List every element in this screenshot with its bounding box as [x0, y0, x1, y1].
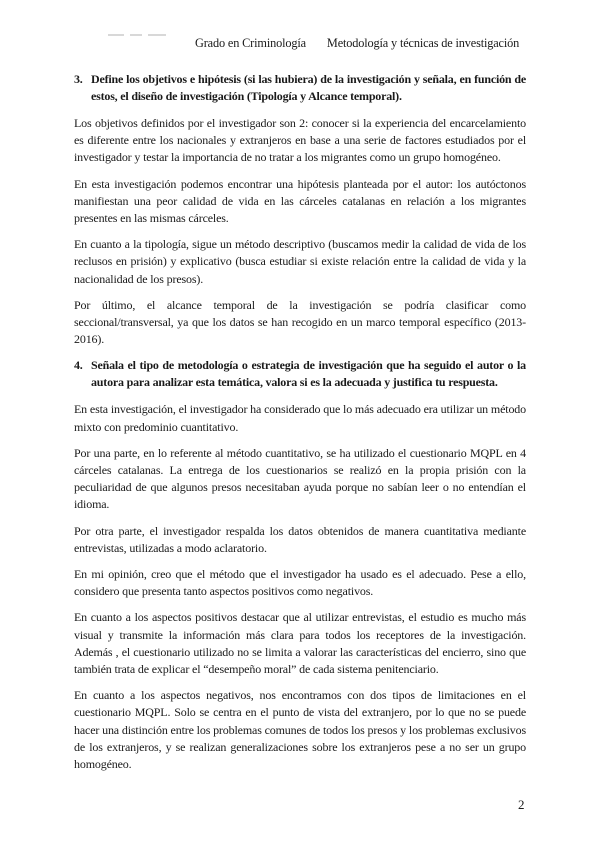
paragraph: En cuanto a los aspectos positivos destacar que al utilizar entrevistas, el estudio es mucho más visual y transmite la información más clara para todos los receptores de la investigación. Además , el cuestionario utilizado no se limita a valorar las características del encierro, sino que también trata de explicar el “desempeño moral” de cada sistema penitenciario. — [74, 610, 526, 677]
paragraph: En cuanto a la tipología, sigue un método descriptivo (buscamos medir la calidad de vida de los reclusos en prisión) y explicativo (busca estudiar si existe relación entre la calidad de vida y la nacionalidad de los presos). — [74, 237, 526, 286]
page-header — [195, 36, 519, 51]
page-number: 2 — [518, 797, 525, 812]
section-4-number: 4. — [74, 358, 83, 373]
section-4-title: Señala el tipo de metodología o estrategia de investigación que ha seguido el autor o la autora para analizar esta temática, valora si es la adecuada y justifica tu respuesta. — [91, 358, 526, 390]
header-degree: Grado en Criminología — [195, 36, 306, 50]
paragraph: Por otra parte, el investigador respalda los datos obtenidos de manera cuantitativa mediante entrevistas, utilizadas a modo aclaratorio. — [74, 523, 526, 555]
paragraph: En esta investigación podemos encontrar una hipótesis planteada por el autor: los autóctonos manifiestan una peor calidad de vida en las cárceles catalanas en relación a los migrantes presentes en las mismas cárceles. — [74, 176, 526, 226]
document-body — [74, 71, 526, 782]
faded-logo — [108, 34, 166, 40]
section-3-number: 3. — [74, 72, 83, 86]
paragraph: En cuanto a los aspectos negativos, nos encontramos con dos tipos de limitaciones en el cuestionario MQPL. Solo se centra en el punto de vista del extranjero, por lo que no se puede hacer una distinción entre los problemas comunes de todos los presos y los problemas exclusivos de los extranjeros, y se realizan generalizaciones sobre los extranjeros pese a no ser un grupo homogéneo. — [74, 688, 526, 772]
paragraph: Por una parte, en lo referente al método cuantitativo, se ha utilizado el cuestionario MQPL en 4 cárceles catalanas. La entrega de los cuestionarios se realizó en la propia prisión con la peculiaridad de que algunos presos necesitaban ayuda porque no sabían leer o no entendían el idioma. — [74, 445, 526, 512]
section-4-heading — [74, 357, 526, 391]
paragraph: En esta investigación, el investigador ha considerado que lo más adecuado era utilizar un método mixto con predominio cuantitativo. — [74, 402, 526, 434]
paragraph: Por último, el alcance temporal de la investigación se podría clasificar como seccional/transversal, ya que los datos se han recogido en un marco temporal específico (2013-2016). — [74, 297, 526, 347]
section-3-heading — [74, 71, 526, 105]
paragraph: Los objetivos definidos por el investigador son 2: conocer si la experiencia del encarcelamiento es diferente entre los nacionales y extranjeros en base a una serie de factores estudiados por el investigador y testar la importancia de no tratar a los migrantes como un grupo homogéneo. — [74, 116, 526, 165]
section-3-title: Define los objetivos e hipótesis (si las hubiera) de la investigación y señala, en función de estos, el diseño de investigación (Tipología y Alcance temporal). — [91, 72, 526, 103]
header-course: Metodología y técnicas de investigación — [326, 36, 520, 50]
paragraph: En mi opinión, creo que el método que el investigador ha usado es el adecuado. Pese a ello, considero que presenta tanto aspectos positivos como negativos. — [74, 567, 526, 599]
